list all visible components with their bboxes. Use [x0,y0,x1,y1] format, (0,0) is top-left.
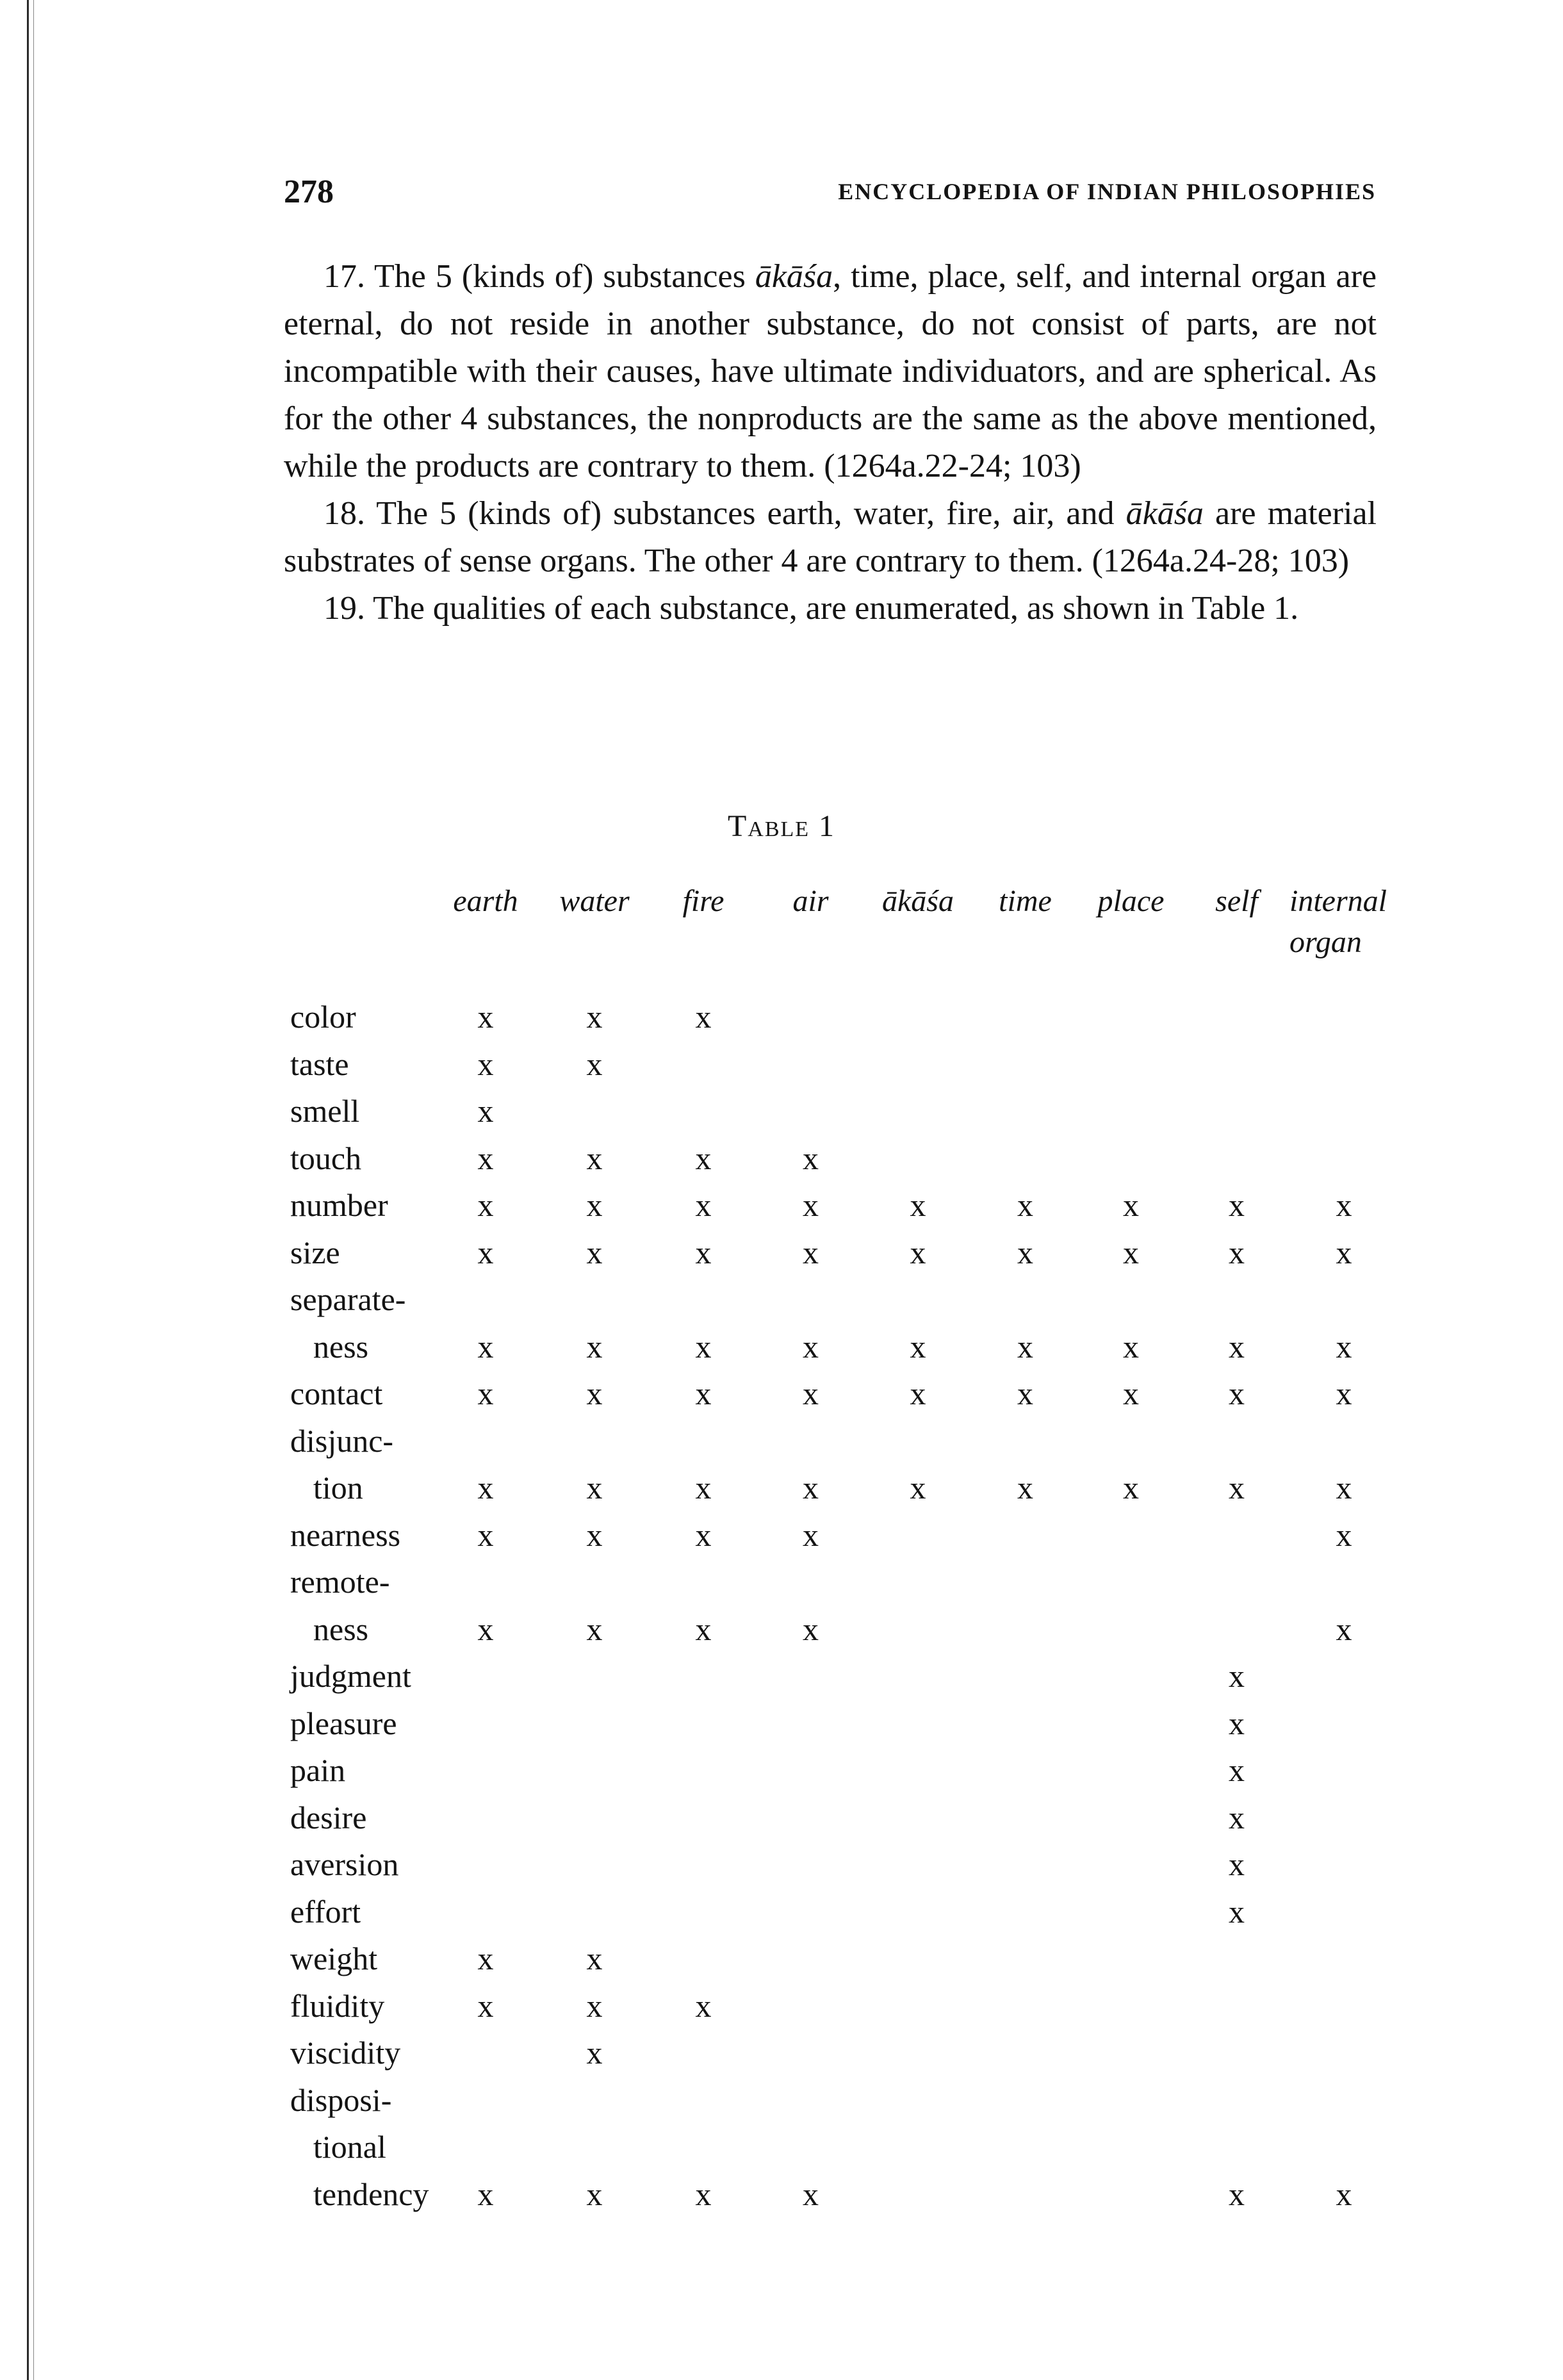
table-row [284,1512,1398,1559]
table-cell [863,1747,972,1794]
quality-label [284,1935,431,1983]
table-cell [758,994,863,1041]
quality-label-line: taste [290,1046,349,1082]
table-cell: x [477,1140,494,1176]
table-header [284,881,1398,994]
table-cell [1289,1794,1398,1842]
quality-label [284,1983,431,2030]
table-cell: x [586,1987,603,2024]
table-cell [972,1700,1078,1748]
quality-label-line: number [290,1187,388,1223]
table-cell: x [1229,1470,1245,1506]
table-cell [758,1088,863,1135]
table-row [284,1653,1398,1700]
table-cell [1184,1135,1289,1183]
table-cell [1078,2077,1184,2219]
table-cell [863,2030,972,2077]
quality-label [284,1512,431,1559]
table-cell: x [586,999,603,1035]
table-cell: x [803,1516,819,1553]
quality-label-line: nearness [290,1516,401,1553]
quality-label-line: remote- [290,1564,390,1600]
table-cell [540,1841,649,1889]
table-cell: x [695,1328,712,1365]
table-row [284,2030,1398,2077]
table-row [284,1559,1398,1653]
table-cell [1078,994,1184,1041]
table-cell [649,1747,758,1794]
table-row [284,1747,1398,1794]
table-cell: x [695,1234,712,1270]
table-cell: x [1336,1375,1352,1411]
table-cell [1184,1512,1289,1559]
table-cell: x [1017,1375,1033,1411]
table-cell: x [695,1611,712,1647]
binding-edge-line [27,0,29,2380]
table-cell: x [1336,1516,1352,1553]
quality-label-line: weight [290,1941,378,1976]
table-cell [972,2030,1078,2077]
table-cell: x [695,2176,712,2212]
quality-label-line: size [290,1234,340,1270]
quality-label-line: ness [313,1328,369,1365]
table-cell [1078,1841,1184,1889]
table-cell [540,1794,649,1842]
table-cell: x [1017,1470,1033,1506]
table-row [284,1041,1398,1088]
table-cell: x [1229,1658,1245,1694]
table-cell: x [803,1187,819,1223]
table-cell: x [910,1187,926,1223]
table-cell [649,1088,758,1135]
table-cell [1078,1889,1184,1936]
table-cell: x [1017,1187,1033,1223]
table-cell: x [1229,1705,1245,1741]
table-cell [1289,1841,1398,1889]
quality-label-line: ness [313,1611,369,1647]
page-header [284,173,1376,218]
quality-label [284,1418,431,1512]
table-cell [863,1653,972,1700]
table-cell: x [910,1375,926,1411]
table-cell: x [1336,1187,1352,1223]
table-cell [1078,2030,1184,2077]
table-cell [1078,1559,1184,1653]
table-cell: x [1229,1187,1245,1223]
table-row [284,1700,1398,1748]
column-header: air [792,884,829,918]
quality-label [284,1041,431,1088]
table-cell: x [586,1516,603,1553]
table-cell [972,1041,1078,1088]
table-cell [1184,1088,1289,1135]
table-cell: x [586,1375,603,1411]
quality-label [284,2030,431,2077]
table-cell: x [803,1375,819,1411]
table-cell [972,1889,1078,1936]
table-cell: x [477,1611,494,1647]
quality-label-line: pleasure [290,1705,397,1741]
table-cell [649,1653,758,1700]
table-cell [972,2077,1078,2219]
table-cell [1289,1935,1398,1983]
quality-label [284,1182,431,1229]
table-cell [1078,1135,1184,1183]
table-cell: x [586,2176,603,2212]
table-cell: x [477,1187,494,1223]
table-cell [649,1041,758,1088]
quality-label [284,1276,431,1370]
table-cell: x [1229,1234,1245,1270]
table-cell: x [586,1941,603,1976]
table-cell [1289,1700,1398,1748]
table-cell: x [586,1234,603,1270]
table-cell: x [477,1941,494,1976]
table-cell [649,2030,758,2077]
qualities-table [284,881,1398,2218]
table-row [284,1276,1398,1370]
table-cell [431,2030,540,2077]
table-body [284,994,1398,2218]
table-cell [1184,1935,1289,1983]
table-cell: x [803,2176,819,2212]
column-header: earth [453,884,518,918]
table-row [284,1983,1398,2030]
table-cell [863,1841,972,1889]
table-cell [863,1559,972,1653]
table-cell [540,1653,649,1700]
table-cell: x [803,1234,819,1270]
quality-label [284,994,431,1041]
table-cell [972,1794,1078,1842]
binding-edge-line [33,0,34,2380]
table-cell [431,1747,540,1794]
table-cell [863,1088,972,1135]
table-cell [431,1889,540,1936]
quality-label-line: disjunc- [290,1422,394,1459]
table-cell: x [910,1328,926,1365]
quality-label [284,1700,431,1748]
paragraph-18: 18. The 5 (kinds of) substances earth, water, fire, air, and ākāśa are material substrates of sense organs. The other 4 are contrary to them. (1264a.24-28; 103) [284,495,1377,579]
table-cell: x [586,2035,603,2071]
quality-label [284,1559,431,1653]
table-row [284,1418,1398,1512]
table-cell: x [477,1987,494,2024]
table-cell: x [1229,1752,1245,1788]
table-cell [649,1889,758,1936]
table-cell [1289,1088,1398,1135]
table-cell [1078,1794,1184,1842]
table-cell [1289,1653,1398,1700]
quality-label-line: aversion [290,1846,399,1882]
table-cell [758,1841,863,1889]
table-cell [1184,994,1289,1041]
column-header: ākāśa [882,884,954,918]
table-row [284,1841,1398,1889]
quality-label [284,2077,431,2219]
table-cell [758,1794,863,1842]
table-cell [1184,1041,1289,1088]
table-row [284,1889,1398,1936]
table-cell: x [1229,1893,1245,1930]
table-cell [540,1700,649,1748]
table-cell [758,1747,863,1794]
table-cell [972,1935,1078,1983]
page-number: 278 [284,174,334,210]
table-cell [863,1700,972,1748]
table-cell [1078,1512,1184,1559]
table-cell [431,1794,540,1842]
table-row [284,1182,1398,1229]
table-cell [649,1794,758,1842]
table-cell [1078,1983,1184,2030]
table-cell: x [586,1328,603,1365]
table-cell: x [1017,1234,1033,1270]
table-cell: x [1229,1799,1245,1835]
table-cell [540,1889,649,1936]
column-header: time [999,884,1052,918]
table-cell [972,1841,1078,1889]
table-cell: x [1123,1187,1139,1223]
table-cell [1289,1983,1398,2030]
table-cell [758,2030,863,2077]
table-cell: x [803,1611,819,1647]
table-cell: x [803,1140,819,1176]
quality-label [284,1229,431,1277]
table-cell [758,1983,863,2030]
table-row [284,1794,1398,1842]
quality-label-line: disposi- [290,2081,392,2118]
table-cell [758,1889,863,1936]
quality-label [284,1135,431,1183]
table-cell [863,1983,972,2030]
body-text [284,253,1377,632]
quality-label-line: color [290,999,356,1035]
quality-label-line: desire [290,1799,367,1835]
quality-label-line: tional [313,2129,386,2165]
quality-label [284,1747,431,1794]
paragraph-19: 19. The qualities of each substance, are enumerated, as shown in Table 1. [323,590,1299,627]
table-cell: x [477,1328,494,1365]
table-cell [540,1088,649,1135]
table-cell [431,1841,540,1889]
quality-label-line: effort [290,1893,361,1930]
table-cell: x [1229,1328,1245,1365]
table-cell: x [803,1328,819,1365]
table-cell: x [477,1470,494,1506]
table-cell [1078,1747,1184,1794]
table-cell: x [586,1046,603,1082]
table-cell [1289,2030,1398,2077]
table-cell: x [477,999,494,1035]
table-cell [863,1135,972,1183]
table-row [284,1935,1398,1983]
table-row [284,994,1398,1041]
table-cell: x [695,1470,712,1506]
table-cell: x [1229,1375,1245,1411]
table-cell [540,1747,649,1794]
table-cell [1078,1041,1184,1088]
table-cell [1184,2030,1289,2077]
table-cell: x [695,1516,712,1553]
table-cell: x [910,1234,926,1270]
table-cell [649,1935,758,1983]
table-cell [972,1512,1078,1559]
column-header: internal organ [1289,884,1387,959]
table-cell [1289,994,1398,1041]
quality-label [284,1889,431,1936]
table-cell: x [695,1375,712,1411]
table-cell: x [695,1987,712,2024]
table-cell: x [910,1470,926,1506]
table-cell [758,1653,863,1700]
table-cell: x [477,2176,494,2212]
table-corner [284,881,431,994]
table-cell [972,1747,1078,1794]
table-cell: x [1123,1375,1139,1411]
quality-label [284,1841,431,1889]
quality-label-line: contact [290,1375,383,1411]
table-cell [972,994,1078,1041]
table-row [284,2077,1398,2219]
table-cell [863,2077,972,2219]
table-row [284,1370,1398,1418]
table-cell: x [1123,1328,1139,1365]
table-cell [1289,1041,1398,1088]
table-cell [758,1700,863,1748]
table-cell [972,1983,1078,2030]
table-cell: x [477,1234,494,1270]
quality-label-line: separate- [290,1281,406,1317]
table-cell [1078,1088,1184,1135]
quality-label [284,1088,431,1135]
table-row [284,1135,1398,1183]
table-cell: x [695,999,712,1035]
table-cell: x [1336,1470,1352,1506]
table-cell [863,1935,972,1983]
table-cell: x [586,1470,603,1506]
table-cell [972,1135,1078,1183]
table-cell [649,1841,758,1889]
table-cell: x [586,1611,603,1647]
table-cell: x [477,1093,494,1129]
column-header: self [1215,884,1258,918]
column-header: water [559,884,630,918]
column-header: fire [682,884,724,918]
table-cell: x [1017,1328,1033,1365]
quality-label-line: tion [313,1470,363,1506]
table-cell: x [1336,1328,1352,1365]
table-cell [649,1700,758,1748]
table-cell: x [695,1187,712,1223]
table-cell: x [1336,1611,1352,1647]
table-cell: x [1123,1234,1139,1270]
table-cell [972,1088,1078,1135]
table-cell: x [695,1140,712,1176]
table-cell [972,1559,1078,1653]
table-cell: x [1336,2176,1352,2212]
table-cell [1078,1935,1184,1983]
quality-label-line: pain [290,1752,346,1788]
table-cell: x [477,1516,494,1553]
quality-label-line: fluidity [290,1987,385,2024]
table-row [284,1229,1398,1277]
table-cell: x [1123,1470,1139,1506]
table-cell [1289,1747,1398,1794]
table-title: Table 1 [727,809,836,843]
running-head: ENCYCLOPEDIA OF INDIAN PHILOSOPHIES [838,179,1376,204]
table-cell [1078,1653,1184,1700]
table-cell [972,1653,1078,1700]
table-cell [863,1794,972,1842]
table-cell [1184,1559,1289,1653]
table-cell [863,1512,972,1559]
quality-label-line: tendency [313,2176,429,2212]
quality-label-line: smell [290,1093,360,1129]
table-cell [1184,1983,1289,2030]
table-cell [1289,1135,1398,1183]
table-cell [758,1041,863,1088]
table-cell: x [586,1140,603,1176]
table-cell [431,1653,540,1700]
table-cell: x [1229,2176,1245,2212]
table-cell [758,1935,863,1983]
column-header: place [1097,884,1165,918]
table-cell: x [586,1187,603,1223]
table-cell: x [1229,1846,1245,1882]
table-cell [1289,1889,1398,1936]
table-cell: x [477,1375,494,1411]
quality-label-line: touch [290,1140,362,1176]
table-cell [863,1041,972,1088]
table-cell: x [1336,1234,1352,1270]
table-cell: x [803,1470,819,1506]
paragraph-17: 17. The 5 (kinds of) substances ākāśa, time, place, self, and internal organ are eternal, do not reside in another substance, do not consist of parts, are not incompatible with their causes, have ultimate individuators, and are spherical. As for the other 4 substances, the nonproducts are the same as the above mentioned, while the products are contrary to them. (1264a.22-24; 103) [284,258,1377,484]
quality-label [284,1653,431,1700]
quality-label-line: viscidity [290,2035,401,2071]
table-cell [863,1889,972,1936]
table-cell [1078,1700,1184,1748]
table-cell: x [477,1046,494,1082]
table-row [284,1088,1398,1135]
table-cell [431,1700,540,1748]
quality-label-line: judgment [290,1658,411,1694]
quality-label [284,1370,431,1418]
table-cell [863,994,972,1041]
quality-label [284,1794,431,1842]
